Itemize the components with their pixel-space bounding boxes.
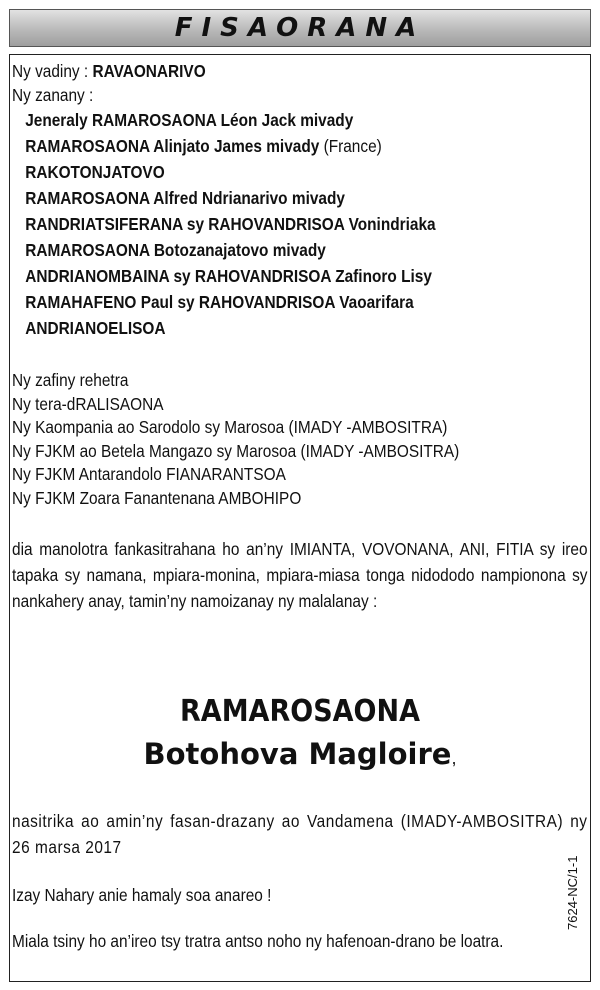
family-line: Ny Kaompania ao Sarodolo sy Marosoa (IMADY -AMBOSITRA) — [12, 417, 448, 437]
family-line: Ny FJKM Zoara Fanantenana AMBOHIPO — [12, 487, 302, 508]
child-item: RAMAROSAONA Alinjato James mivady (France) — [25, 136, 382, 156]
page-title: FISAORANA — [174, 13, 426, 43]
child-item: RAMAROSAONA Botozanajatovo mivady — [25, 240, 326, 260]
notice-body — [12, 60, 588, 614]
spacer — [12, 341, 588, 369]
child-item: ANDRIANOMBAINA sy RAHOVANDRISOA Zafinoro Lisy — [25, 266, 432, 286]
child-item: ANDRIANOELISOA — [25, 318, 166, 338]
deceased-given-names: Botohova Magloire, — [143, 737, 457, 771]
reference-code: 7624-NC/1-1 — [565, 855, 580, 930]
closing-body — [12, 808, 588, 953]
child-item: RAKOTONJATOVO — [25, 162, 165, 182]
header-banner — [9, 9, 591, 47]
thanks-paragraph: dia manolotra fankasitrahana ho an’ny IMIANTA, VOVONANA, ANI, FITIA sy ireo tapaka sy namana, mpiara-monina, mpiara-miasa tonga nidododo nampionona sy nankahery anay, tamin’ny namoizanay ny malalanay : — [12, 539, 588, 611]
family-line: Ny zafiny rehetra — [12, 370, 129, 390]
burial-paragraph: nasitrika ao amin’ny fasan-drazany ao Vandamena (IMADY-AMBOSITRA) ny 26 marsa 2017 — [12, 811, 588, 857]
child-item: RAMAHAFENO Paul sy RAHOVANDRISOA Vaoarifara — [25, 292, 414, 312]
spacer — [12, 510, 588, 536]
child-item: RAMAROSAONA Alfred Ndrianarivo mivady — [25, 188, 345, 208]
apology-line: Miala tsiny ho an’ireo tsy tratra antso noho ny hafenoan-drano be loatra. — [12, 930, 504, 951]
family-line: Ny tera-dRALISAONA — [12, 393, 164, 414]
deceased-surname: RAMAROSAONA — [180, 694, 420, 729]
family-line: Ny FJKM Antarandolo FIANARANTSOA — [12, 464, 286, 484]
spouse-label: Ny vadiny : — [12, 61, 89, 81]
child-item: Jeneraly RAMAROSAONA Léon Jack mivady — [25, 110, 354, 130]
spouse-line — [12, 60, 588, 84]
spouse-name: RAVAONARIVO — [92, 61, 206, 81]
blessing-line: Izay Nahary anie hamaly soa anareo ! — [12, 885, 272, 905]
children-label: Ny zanany : — [12, 84, 94, 105]
family-line: Ny FJKM ao Betela Mangazo sy Marosoa (IMADY -AMBOSITRA) — [12, 440, 460, 461]
child-item: RANDRIATSIFERANA sy RAHOVANDRISOA Vonindriaka — [25, 214, 436, 234]
